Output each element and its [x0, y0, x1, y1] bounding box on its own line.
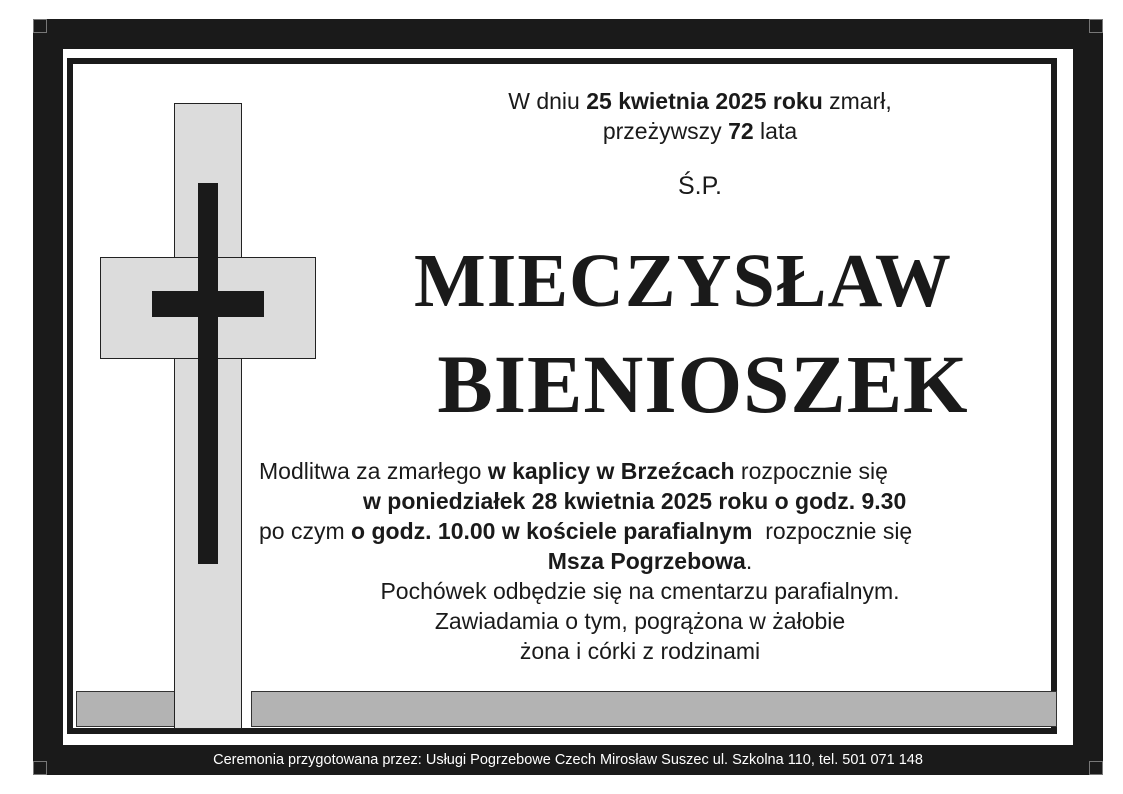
age-line: [380, 116, 1020, 146]
deceased-first-name: MIECZYSŁAW: [414, 239, 952, 323]
date-of-death: 25 kwietnia 2025 roku: [586, 88, 823, 114]
prayer-place: w kaplicy w Brzeźcach: [487, 458, 735, 484]
ground-strip-left: [76, 691, 176, 727]
prayer-line: Modlitwa za zmarłego w kaplicy w Brzeźcach rozpocznie się: [259, 458, 888, 484]
prayer-datetime: w poniedziałek 28 kwietnia 2025 roku o godz. 9.30: [363, 488, 907, 514]
ground-strip-right: [251, 691, 1057, 727]
mass-name-line: Msza Pogrzebowa.: [547, 548, 753, 574]
crop-mark-top-right: [1089, 19, 1103, 33]
mass-name: Msza Pogrzebowa: [547, 548, 746, 574]
intro-suffix: zmarł,: [822, 88, 892, 114]
mourners-line: żona i córki z rodzinami: [519, 638, 761, 664]
honorific: Ś.P.: [677, 172, 723, 200]
cross-inner-horizontal: [152, 291, 264, 317]
age-suffix: lata: [753, 118, 798, 144]
notice-line: Zawiadamia o tym, pogrążona w żałobie: [434, 608, 846, 634]
age-prefix: przeżywszy: [602, 118, 729, 144]
mass-time-place: o godz. 10.00 w kościele parafialnym: [351, 518, 753, 544]
intro-prefix: W dniu: [508, 88, 587, 114]
age-value: 72: [728, 118, 754, 144]
death-date-line: [380, 86, 1020, 116]
crop-mark-top-left: [33, 19, 47, 33]
funeral-home-footer: Ceremonia przygotowana przez: Usługi Pogrzebowe Czech Mirosław Suszec ul. Szkolna 110, tel. 501 071 148: [213, 752, 923, 768]
burial-line: Pochówek odbędzie się na cmentarzu parafialnym.: [380, 578, 900, 604]
cross-inner-vertical: [198, 183, 218, 564]
mass-line: po czym o godz. 10.00 w kościele parafialnym rozpocznie się: [259, 518, 913, 544]
deceased-last-name: BIENIOSZEK: [437, 338, 969, 430]
